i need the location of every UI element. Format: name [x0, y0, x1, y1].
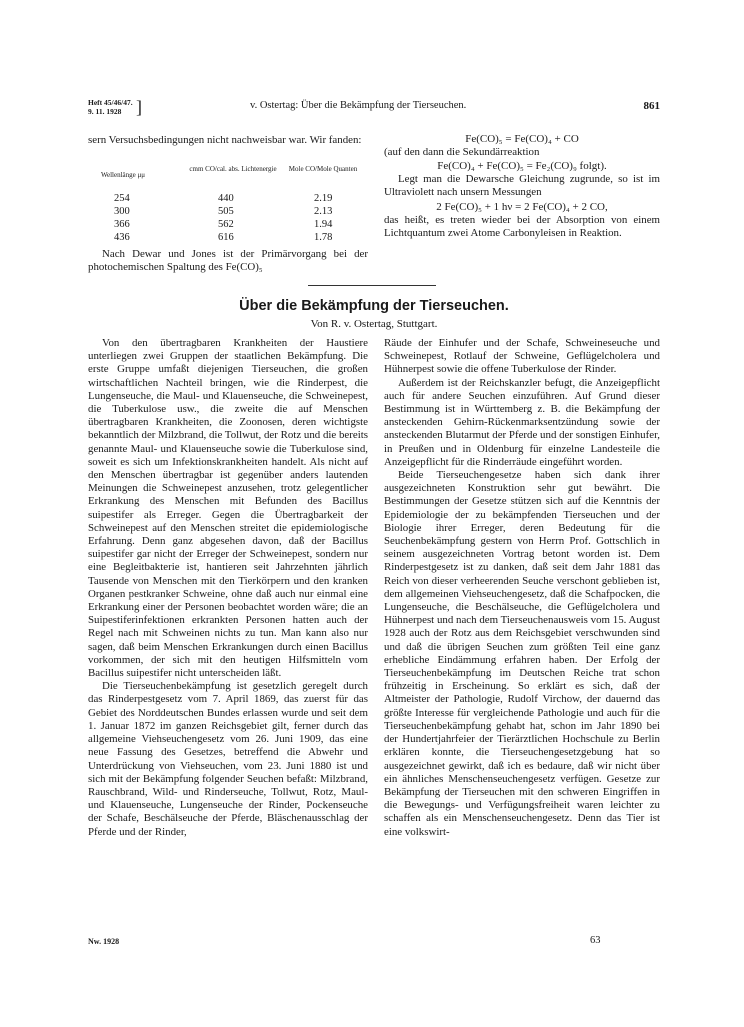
equation-1: Fe(CO)₅ = Fe(CO)₄ + CO: [465, 133, 579, 145]
table-cell: 366: [114, 219, 130, 230]
article-paragraph: Außerdem ist der Reichskanzler befugt, die Anzeigepflicht auch für andere Seuchen einzuführen. Auf Grund dieser Bestimmung ist in Württemberg z. B. die Bekämpfung der ansteckenden Gehirn-Rückenmarksentzündung sowie der ansteckenden Blutarmut der Pferde und der sonstigen Einhufer, in Preußen und in Oldenburg für einzelne Landesteile die Anzeigepflicht für die Rinderräude eingeführt worden.: [384, 376, 660, 468]
issue-number: Heft 45/46/47.: [88, 98, 133, 107]
prev-outro-text: Nach Dewar und Jones ist der Primärvorgang bei der photochemischen Spaltung des Fe(CO)₅: [88, 248, 368, 274]
prev-right-line: (auf den dann die Sekundärreaktion: [384, 146, 540, 158]
prev-article-intro: [88, 134, 368, 147]
issue-date: 9. 11. 1928: [88, 107, 122, 116]
journal-footer: Nw. 1928: [88, 937, 120, 946]
prev-right-outro: das heißt, es treten wieder bei der Absorption von einem Lichtquantum zwei Atome Carbonyleisen in Reaktion.: [384, 213, 660, 239]
article-paragraph: Von den übertragbaren Krankheiten der Haustiere unterliegen zwei Gruppen der staatlichen Bekämpfung. Die erste Gruppe umfaßt diejenigen Tierseuchen, die großen wirtschaftlichen Nachteil bringen, wie die Rinderpest, die Lungenseuche, die Maul- und Klauenseuche, die Schweinepest, die Tuberkulose usw., die zweite die auf Menschen übertragbaren Krankheiten, die Zoonosen, deren wichtigste bekanntlich der Milzbrand, die Tollwut, der Rotz und die bereits genannte Maul- und Klauenseuche sowie die Tuberkulose sind, soweit es sich um Infektionskrankheiten handelt. Als nicht auf den Menschen übertragbar ist gegenüber anders lautenden Meinungen die Schweinepest anzusehen, trotz gelegentlicher Erkrankung des Menschen mit Befunden des Bacillus suipestifer als Erreger. Gegen die Übertragbarkeit der Schweinepest auf den Menschen streitet die epidemiologische Erfahrung. Denn ganz abgesehen davon, daß der Bacillus suipestifer gar nicht der Erreger der Schweinepest, sondern nur eine Begleitbakterie ist, hantieren seit Jahrzehnten jährlich Tausende von Menschen mit den Tierkörpern und den kranken Organen pestkranker Schweine, ohne daß auch nur einmal eine Erkrankung einer der Personen beobachtet worden wäre; die an Suipestiferinfektionen erkrankten Personen hatten auch der Regel nach mit Schweinen nichts zu tun. Man kann also nur sagen, daß beim Menschen Erkrankungen durch einen Bacillus vorkommen, der sich mit den heutigen Hilfsmitteln vom Bacillus suipestifer nicht unterscheiden läßt.: [88, 337, 369, 680]
page-header: [88, 98, 660, 126]
table-cell: 616: [218, 232, 234, 243]
table-cell: 1.78: [314, 232, 333, 243]
article-paragraph: Beide Tierseuchengesetze haben sich dank ihrer ausgezeichneten Konstruktion sehr gut bewährt. Die Bestimmungen der Gesetze stützen sich auf die Kenntnis der Epidemiologie der zu bekämpfenden Tierseuchen und der Biologie ihrer Erreger, deren Bedeutung für die Seuchenbekämpfung gestern von Herrn Prof. Gottschlich in seinem ausgezeichneten Vortrag betont worden ist. Dem Rinderpestgesetz ist zu danken, daß seit dem Jahr 1881 das Reich von dieser verheerenden Seuche verschont geblieben ist, dem allgemeinen Viehseuchengesetz, daß die Schafpocken, die Lungenseuche, die Beschälseuche, die Geflügelcholera und Hühnerpest und nach dem Tierseuchenausweis vom 15. August 1928 auch der Rotz aus dem Reichsgebiet verschwunden sind und daß die übrigen Seuchen zum größten Teil eine ganz erhebliche Eindämmung erfahren haben. Der Erfolg der Tierseuchenbekämpfung im Deutschen Reiche trat schon frühzeitig in Erscheinung. So erklärt es sich, daß der Altmeister der Pathologie, Rudolf Virchow, der dauernd das größte Interesse für vergleichende Pathologie und auch für die Tierseuchenbekämpfung gehabt hat, schon im Jahr 1890 bei der Hundertjahrfeier der Tierärztlichen Hochschule zu Berlin erklären konnte, die Tierseuchengesetzgebung hat so ausgezeichnet gewirkt, daß ich es bedaure, daß wir nicht über ein ähnliches Menschenseuchengesetz verfügen. Gesetze zur Bekämpfung der Tierseuchen mit den schweren Eingriffen in die Bewegungs- und Verfügungsfreiheit waren leichter zu schaffen als ein Menschenseuchengesetz. Denn das Tier ist eine volkswirt-: [384, 469, 660, 838]
issue-info: [88, 98, 133, 116]
table-cell: 562: [218, 219, 234, 230]
table-header-cmm: cmm CO/cal. abs. Lichtenergie: [189, 165, 277, 173]
prev-article-outro: [88, 248, 368, 274]
article-left-column: [88, 337, 368, 839]
table-cell: 440: [218, 193, 234, 204]
prev-right-para: Legt man die Dewarsche Gleichung zugrunde, so ist im Ultraviolett nach unsern Messungen: [384, 173, 660, 199]
sheet-number: 63: [590, 935, 601, 946]
table-cell: 300: [114, 206, 130, 217]
prev-intro-text: sern Versuchsbedingungen nicht nachweisbar war. Wir fanden:: [88, 134, 362, 146]
table-cell: 2.19: [314, 193, 333, 204]
article-title: Über die Bekämpfung der Tierseuchen.: [239, 298, 509, 314]
table-cell: 436: [114, 232, 130, 243]
equation-3: 2 Fe(CO)₅ + 1 hν = 2 Fe(CO)₄ + 2 CO,: [436, 200, 608, 213]
article-author: Von R. v. Ostertag, Stuttgart.: [310, 318, 438, 330]
equation-2: Fe(CO)₄ + Fe(CO)₅ = Fe₂(CO)₉ folgt).: [437, 160, 607, 173]
table-cell: 2.13: [314, 206, 333, 217]
article-divider: [308, 285, 436, 286]
issue-bracket: ]: [136, 97, 142, 117]
table-cell: 1.94: [314, 219, 333, 230]
page-number: 861: [643, 100, 660, 112]
table-header-mole: Mole CO/Mole Quanten: [288, 165, 358, 173]
article-paragraph: Die Tierseuchenbekämpfung ist gesetzlich geregelt durch das Rinderpestgesetz vom 7. April 1869, das zuerst für das Gebiet des Norddeutschen Bundes erlassen wurde und seit dem 1. Januar 1872 im ganzen Reichsgebiet gilt, ferner durch das allgemeine Viehseuchengesetz vom 26. Juni 1909, das eine neue Fassung des Gesetzes, betreffend die Abwehr und Unterdrückung von Viehseuchen, vom 23. Juni 1880 ist und sich mit der Bekämpfung folgender Seuchen befaßt: Milzbrand, Rauschbrand, Wild- und Rinderseuche, Tollwut, Rotz, Maul- und Klauenseuche, Lungenseuche der Rinder, Pockenseuche der Schafe, Beschälseuche der Pferde, Bläschenausschlag der Pferde und der Rinder,: [88, 680, 368, 838]
prev-article-right: [384, 132, 660, 240]
table-cell: 254: [114, 193, 130, 204]
article-right-column: [384, 337, 660, 839]
running-title: v. Ostertag: Über die Bekämpfung der Tierseuchen.: [250, 100, 467, 111]
table-header-wavelength: Wellenlänge μμ: [100, 171, 146, 179]
table-cell: 505: [218, 206, 234, 217]
article-paragraph: Räude der Einhufer und der Schafe, Schweineseuche und Schweinepest, Rotlauf der Schweine, Geflügelcholera und Hühnerpest sowie die offene Tuberkulose der Rinder.: [384, 337, 660, 376]
